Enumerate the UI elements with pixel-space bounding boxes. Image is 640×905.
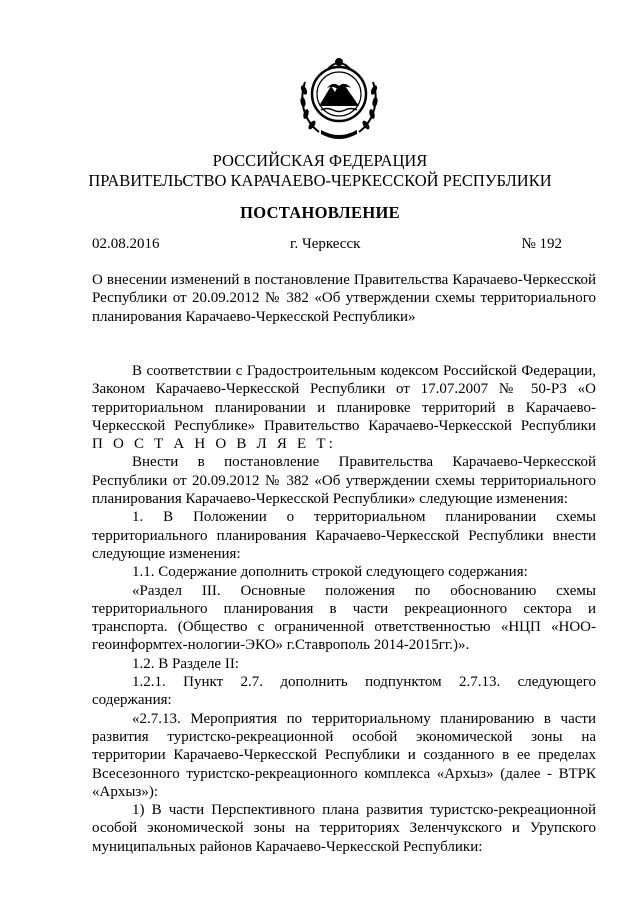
document-dateline — [92, 234, 562, 254]
subject-text: О внесении изменений в постановление Правительства Карачаево-Черкесской Республики от 20.09.2012 № 382 «Об утверждении схемы территориального планирования Карачаево-Черкесской Республики» — [92, 272, 596, 325]
header-country: РОССИЙСКАЯ ФЕДЕРАЦИЯ — [212, 151, 428, 170]
body-paragraph-7: «2.7.13. Мероприятия по территориальному планированию в части развития туристско-рекреационной особой экономической зоны на территории Карачаево-Черкесской Республики и созданного в ее пределах Всесезонного туристско-рекреационного комплекса «Архыз» (далее - ВТРК «Архыз»): — [92, 710, 596, 800]
body-paragraph-6: 1.2.1. Пункт 2.7. дополнить подпунктом 2.7.13. следующего содержания: — [92, 674, 596, 709]
document-body — [92, 362, 596, 856]
body-paragraph-5: 1.2. В Разделе II: — [132, 655, 239, 672]
body-paragraph-2: 1. В Положении о территориальном планировании схемы территориального планирования Карачаево-Черкесской Республики внести следующие изменения: — [92, 509, 596, 562]
body-paragraph-8: 1) В части Перспективного плана развития туристско-рекреационной особой экономической зоны на территориях Зеленчукского и Урупского муниципальных районов Карачаево-Черкесской Республики: — [92, 802, 596, 855]
document-subject — [92, 271, 596, 326]
resolves-line: П О С Т А Н О В Л Я Е Т: — [92, 436, 337, 453]
body-paragraph-4: «Раздел III. Основные положения по обоснованию схемы территориального планирования в части рекреационного сектора и транспорта. (Общество с ограниченной ответственностью «НЦП «НОО-геоинформтех-нологии-ЭКО» г.Ставрополь 2014-2015гг.)». — [92, 582, 596, 654]
header-government: ПРАВИТЕЛЬСТВО КАРАЧАЕВО-ЧЕРКЕССКОЙ РЕСПУБЛИКИ — [88, 171, 552, 190]
document-date: 02.08.2016 — [92, 236, 160, 252]
preamble-paragraph: В соответствии с Градостроительным кодексом Российской Федерации, Законом Карачаево-Черкесской Республики от 17.07.2007 № 50-РЗ «О территориальном планировании и планировке территорий в Карачаево-Черкесской Республике» Правительство Карачаево-Черкесской Республики — [92, 363, 596, 434]
document-city: г. Черкесск — [290, 236, 361, 252]
document-type-title: ПОСТАНОВЛЕНИЕ — [240, 203, 400, 222]
document-number: № 192 — [521, 236, 562, 252]
body-paragraph-3: 1.1. Содержание дополнить строкой следующего содержания: — [132, 564, 528, 581]
coat-of-arms-icon — [297, 48, 381, 140]
body-paragraph-1: Внести в постановление Правительства Карачаево-Черкесской Республики от 20.09.2012 № 382 «Об утверждении схемы территориального планирования Карачаево-Черкесской Республики» следующие изменения: — [92, 454, 596, 508]
